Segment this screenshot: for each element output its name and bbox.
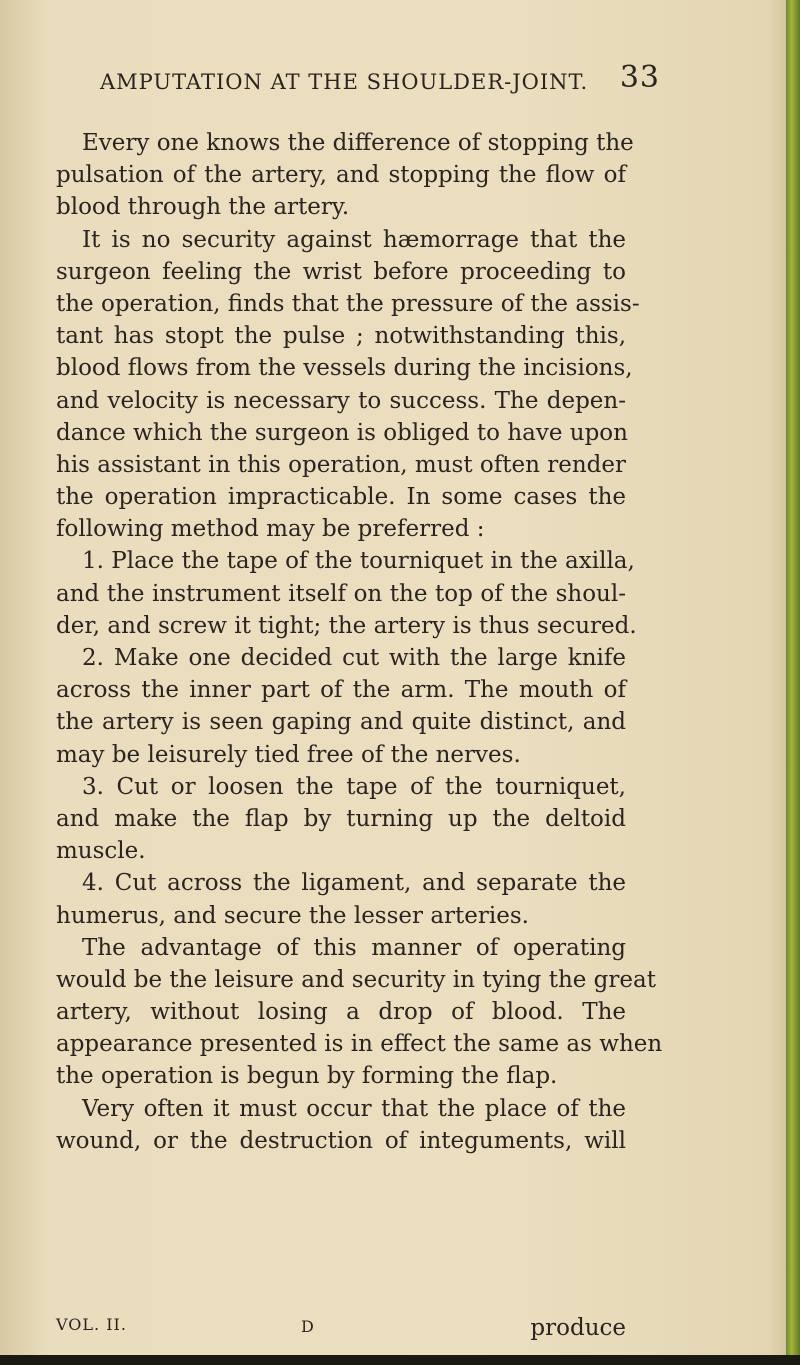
text-line: Very often it must occur that the place of the: [82, 1095, 626, 1122]
text-line: wound, or the destruction of integuments, will: [56, 1127, 626, 1154]
text-line: blood through the artery.: [56, 194, 350, 221]
text-line: his assistant in this operation, must often render: [56, 451, 626, 478]
text-line: would be the leisure and security in tying the great: [56, 966, 656, 993]
text-line: tant has stopt the pulse ; notwithstanding this,: [56, 323, 626, 350]
page-footer: [56, 1315, 626, 1355]
text-line: It is no security against hæmorrage that the: [82, 226, 626, 253]
text-line: Every one knows the difference of stopping the: [82, 130, 634, 156]
text-line: 1. Place the tape of the tourniquet in the axilla,: [82, 548, 635, 575]
signature-mark: D: [301, 1317, 314, 1336]
page-edge: [786, 0, 800, 1365]
text-line: appearance presented is in effect the same as when: [56, 1031, 663, 1058]
volume-signature: VOL. II.: [56, 1315, 127, 1334]
body-text: [56, 127, 663, 1157]
text-line: following method may be preferred :: [56, 516, 485, 543]
text-line: 3. Cut or loosen the tape of the tourniquet,: [82, 773, 626, 800]
text-line: 2. Make one decided cut with the large knife: [82, 645, 626, 671]
text-line: the operation, finds that the pressure of the assis-: [56, 290, 640, 317]
text-line: dance which the surgeon is obliged to have upon: [56, 419, 628, 446]
text-line: across the inner part of the arm. The mouth of: [56, 677, 626, 704]
text-line: humerus, and secure the lesser arteries.: [56, 902, 529, 929]
running-title: AMPUTATION AT THE SHOULDER-JOINT.: [100, 70, 589, 94]
text-line: 4. Cut across the ligament, and separate the: [82, 870, 626, 897]
text-line: the operation impracticable. In some cases the: [56, 484, 626, 511]
text-line: artery, without losing a drop of blood. The: [56, 999, 626, 1026]
text-line: and make the flap by turning up the deltoid: [56, 805, 626, 832]
text-line: may be leisurely tied free of the nerves.: [56, 741, 521, 768]
text-line: blood flows from the vessels during the incisions,: [56, 355, 633, 382]
text-line: muscle.: [56, 838, 146, 865]
text-line: and the instrument itself on the top of the shoul-: [56, 580, 626, 607]
page-number: 33: [619, 60, 660, 95]
catchword: produce: [530, 1315, 626, 1341]
text-line: The advantage of this manner of operating: [82, 934, 626, 961]
text-line: the operation is begun by forming the flap.: [56, 1063, 558, 1090]
text-line: and velocity is necessary to success. The depen-: [56, 387, 626, 414]
page-bottom-edge: [0, 1355, 800, 1365]
text-line: pulsation of the artery, and stopping the flow of: [56, 162, 626, 189]
text-line: surgeon feeling the wrist before proceeding to: [56, 258, 626, 285]
text-line: der, and screw it tight; the artery is thus secured.: [56, 612, 637, 639]
page-header: [100, 60, 660, 100]
text-line: the artery is seen gaping and quite distinct, and: [56, 709, 626, 736]
